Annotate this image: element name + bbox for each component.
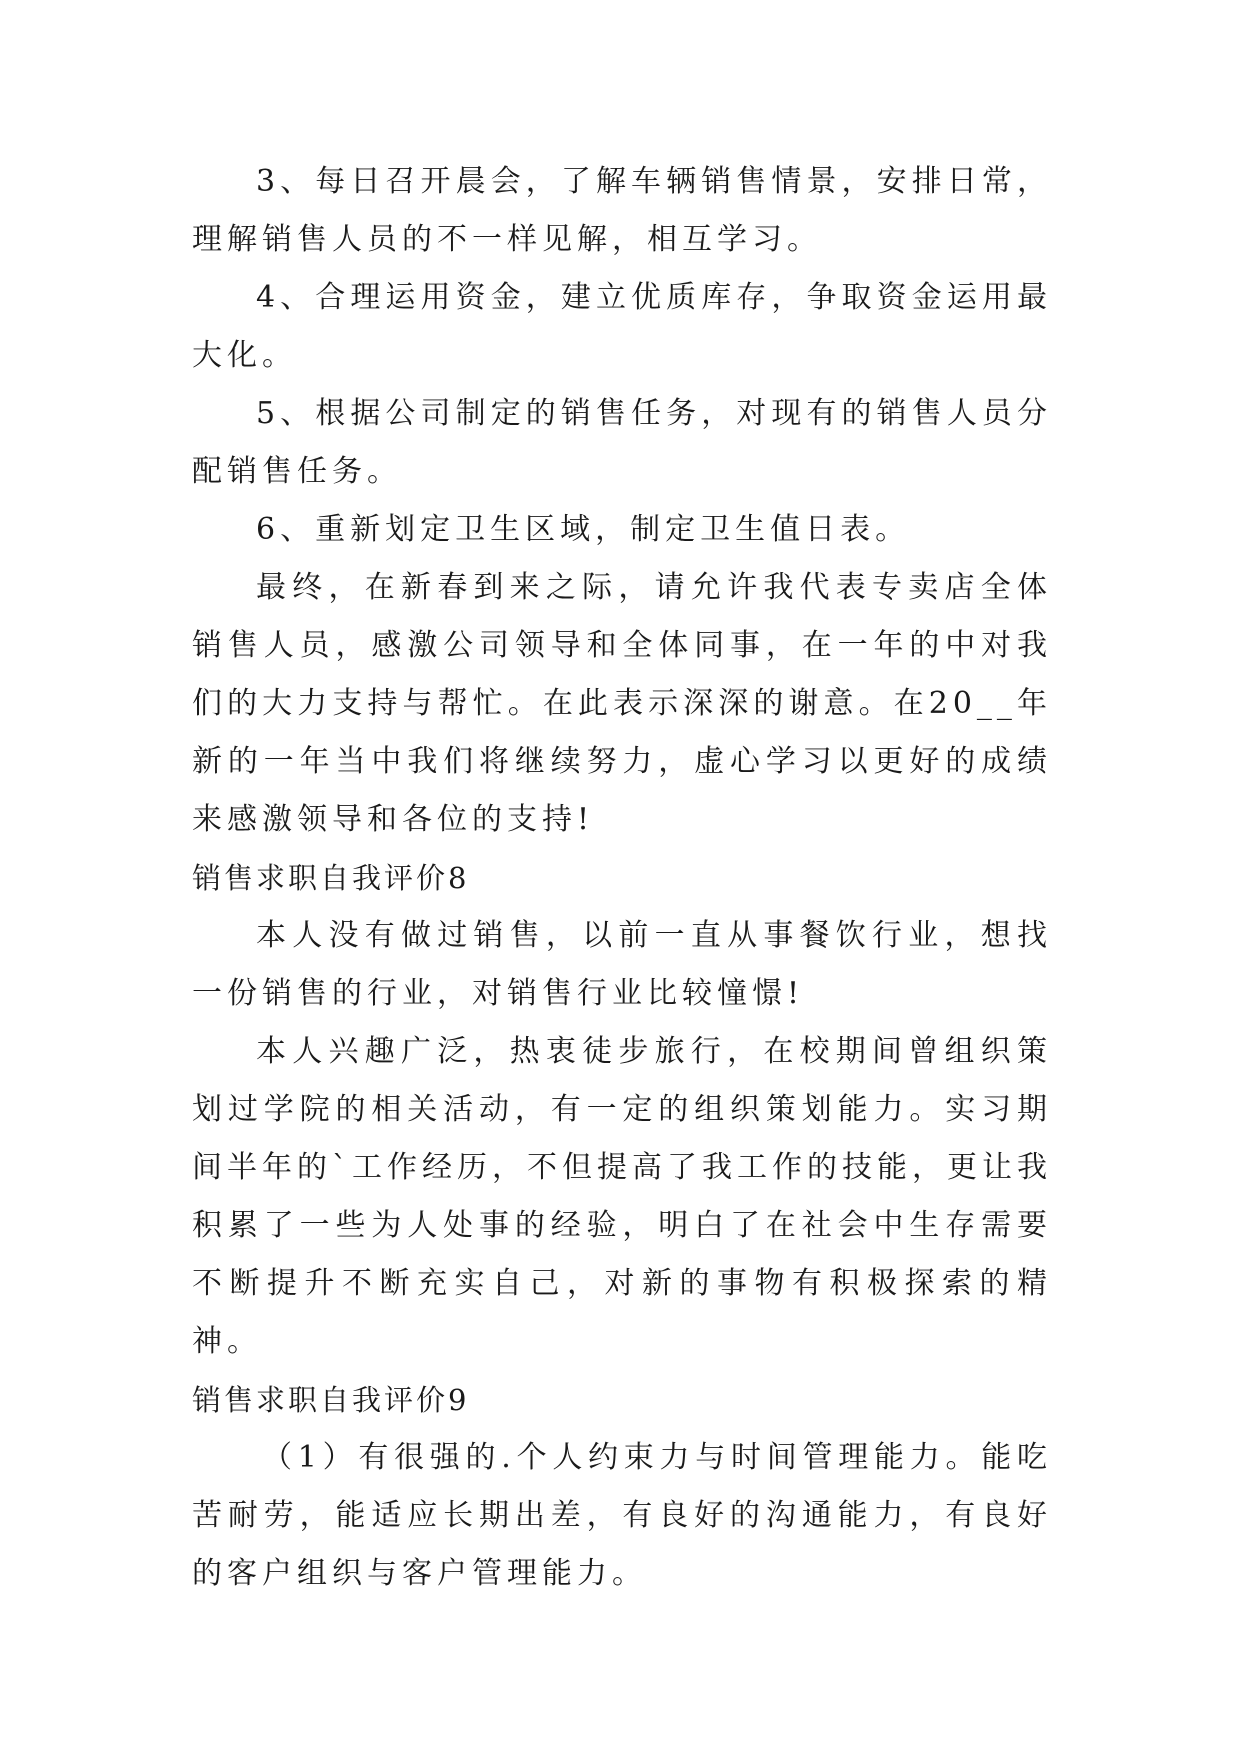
section-heading-8: 销售求职自我评价8 — [192, 861, 470, 895]
paragraph-item-5: 5、根据公司制定的销售任务，对现有的销售人员分配销售任务。 — [192, 396, 1052, 489]
paragraph-item-4: 4、合理运用资金，建立优质库存，争取资金运用最大化。 — [192, 280, 1052, 373]
paragraph-item-6: 6、重新划定卫生区域，制定卫生值日表。 — [256, 512, 911, 547]
section-heading-9: 销售求职自我评价9 — [192, 1383, 470, 1417]
section8-paragraph-2: 本人兴趣广泛，热衷徒步旅行，在校期间曾组织策划过学院的相关活动，有一定的组织策划能力。实习期间半年的`工作经历，不但提高了我工作的技能，更让我积累了一些为人处事的经验，明白了在社会中生存需要不断提升不断充实自己，对新的事物有积极探索的精神。 — [192, 1034, 1052, 1359]
section8-paragraph-1: 本人没有做过销售，以前一直从事餐饮行业，想找一份销售的行业，对销售行业比较憧憬! — [192, 918, 1052, 1011]
document-body — [192, 153, 1052, 1603]
section9-paragraph-1: （1）有很强的.个人约束力与时间管理能力。能吃苦耐劳，能适应长期出差，有良好的沟通能力，有良好的客户组织与客户管理能力。 — [192, 1440, 1052, 1591]
paragraph-item-3: 3、每日召开晨会，了解车辆销售情景，安排日常，理解销售人员的不一样见解，相互学习。 — [192, 164, 1052, 257]
paragraph-closing: 最终，在新春到来之际，请允许我代表专卖店全体销售人员，感激公司领导和全体同事，在一年的中对我们的大力支持与帮忙。在此表示深深的谢意。在20__年新的一年当中我们将继续努力，虚心学习以更好的成绩来感激领导和各位的支持! — [192, 570, 1052, 837]
